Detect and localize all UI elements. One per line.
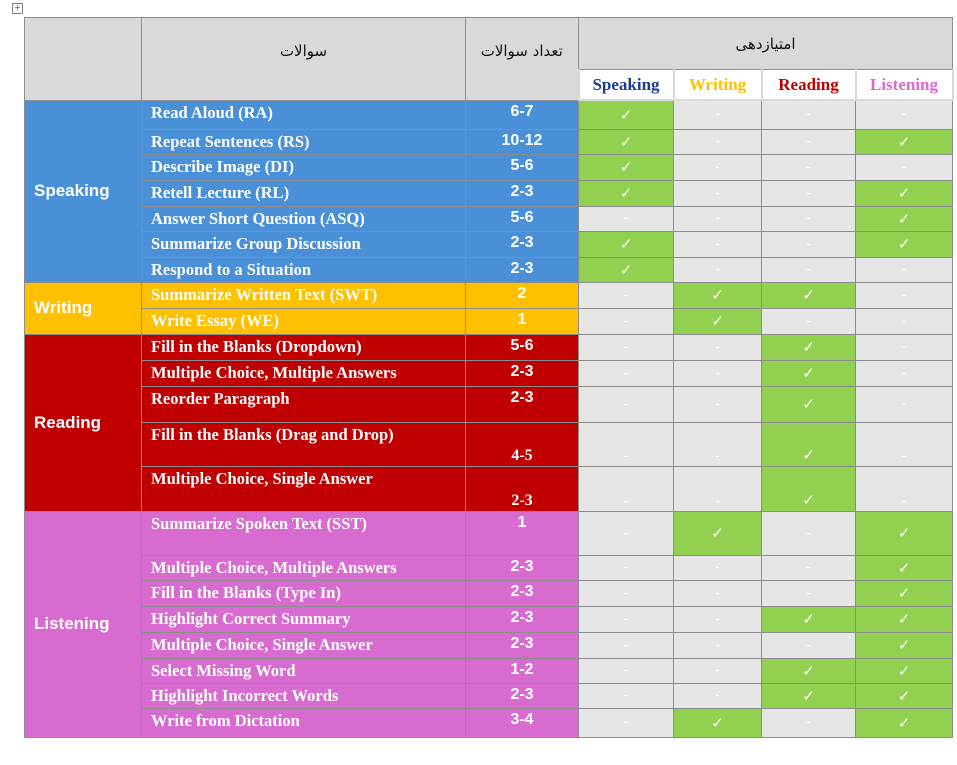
table-row	[25, 231, 953, 257]
question-name: Multiple Choice, Multiple Answers	[142, 555, 466, 580]
check-icon-reading: ✓	[762, 282, 856, 308]
question-count: 3-4	[466, 708, 579, 737]
table-row	[25, 334, 953, 360]
dash-writing: -	[674, 683, 762, 708]
check-icon-listening: ✓	[856, 683, 953, 708]
question-count: 1-2	[466, 658, 579, 683]
section-label-writing: Writing	[25, 282, 142, 334]
question-count: 2-3	[466, 180, 579, 206]
check-icon-reading: ✓	[762, 466, 856, 511]
question-count: 2-3	[466, 632, 579, 658]
table-row	[25, 683, 953, 708]
dash-listening: -	[856, 257, 953, 282]
check-icon-writing: ✓	[674, 308, 762, 334]
question-name: Repeat Sentences (RS)	[142, 129, 466, 154]
section-label-speaking: Speaking	[25, 100, 142, 282]
question-name: Select Missing Word	[142, 658, 466, 683]
dash-listening: -	[856, 308, 953, 334]
question-count: 2-3	[466, 466, 579, 511]
question-count: 1	[466, 511, 579, 555]
dash-writing: -	[674, 360, 762, 386]
question-count: 2-3	[466, 360, 579, 386]
dash-writing: -	[674, 466, 762, 511]
question-count: 5-6	[466, 154, 579, 180]
dash-reading: -	[762, 555, 856, 580]
dash-reading: -	[762, 100, 856, 129]
section-label-listening: Listening	[25, 511, 142, 737]
dash-speaking: -	[579, 511, 674, 555]
dash-speaking: -	[579, 658, 674, 683]
dash-reading: -	[762, 632, 856, 658]
dash-reading: -	[762, 308, 856, 334]
check-icon-reading: ✓	[762, 606, 856, 632]
table-row	[25, 555, 953, 580]
dash-reading: -	[762, 129, 856, 154]
table-move-handle[interactable]: +	[12, 3, 23, 14]
table-row	[25, 180, 953, 206]
check-icon-listening: ✓	[856, 180, 953, 206]
check-icon-listening: ✓	[856, 632, 953, 658]
question-count: 2-3	[466, 555, 579, 580]
table-row	[25, 511, 953, 555]
question-name: Highlight Incorrect Words	[142, 683, 466, 708]
dash-speaking: -	[579, 466, 674, 511]
header-skill-writing: Writing	[674, 70, 762, 101]
header-skill-reading: Reading	[762, 70, 856, 101]
question-name: Respond to a Situation	[142, 257, 466, 282]
dash-speaking: -	[579, 206, 674, 231]
table-row	[25, 708, 953, 737]
question-name: Multiple Choice, Multiple Answers	[142, 360, 466, 386]
header-skill-speaking: Speaking	[579, 70, 674, 101]
dash-writing: -	[674, 658, 762, 683]
dash-listening: -	[856, 100, 953, 129]
dash-writing: -	[674, 100, 762, 129]
question-count: 2-3	[466, 257, 579, 282]
check-icon-reading: ✓	[762, 683, 856, 708]
check-icon-speaking: ✓	[579, 100, 674, 129]
dash-speaking: -	[579, 632, 674, 658]
check-icon-reading: ✓	[762, 658, 856, 683]
question-count: 2-3	[466, 683, 579, 708]
dash-writing: -	[674, 129, 762, 154]
question-count: 2-3	[466, 580, 579, 606]
table-row	[25, 100, 953, 129]
dash-reading: -	[762, 206, 856, 231]
dash-listening: -	[856, 386, 953, 422]
header-scoring: امتیازدهی	[579, 18, 953, 70]
question-name: Reorder Paragraph	[142, 386, 466, 422]
dash-speaking: -	[579, 422, 674, 466]
dash-writing: -	[674, 632, 762, 658]
question-name: Write Essay (WE)	[142, 308, 466, 334]
question-name: Highlight Correct Summary	[142, 606, 466, 632]
dash-reading: -	[762, 580, 856, 606]
dash-reading: -	[762, 511, 856, 555]
table-row	[25, 658, 953, 683]
check-icon-listening: ✓	[856, 206, 953, 231]
table-row	[25, 360, 953, 386]
check-icon-listening: ✓	[856, 511, 953, 555]
check-icon-listening: ✓	[856, 555, 953, 580]
header-question-count: تعداد سوالات	[466, 18, 579, 101]
question-name: Summarize Written Text (SWT)	[142, 282, 466, 308]
dash-speaking: -	[579, 580, 674, 606]
question-name: Fill in the Blanks (Drag and Drop)	[142, 422, 466, 466]
dash-reading: -	[762, 257, 856, 282]
table-row	[25, 422, 953, 466]
dash-writing: -	[674, 555, 762, 580]
question-count: 10-12	[466, 129, 579, 154]
question-name: Multiple Choice, Single Answer	[142, 466, 466, 511]
question-name: Summarize Spoken Text (SST)	[142, 511, 466, 555]
question-name: Answer Short Question (ASQ)	[142, 206, 466, 231]
table-row	[25, 282, 953, 308]
dash-listening: -	[856, 282, 953, 308]
check-icon-speaking: ✓	[579, 180, 674, 206]
dash-writing: -	[674, 206, 762, 231]
check-icon-listening: ✓	[856, 129, 953, 154]
table-row	[25, 257, 953, 282]
check-icon-writing: ✓	[674, 282, 762, 308]
dash-writing: -	[674, 231, 762, 257]
check-icon-listening: ✓	[856, 708, 953, 737]
table-row	[25, 206, 953, 231]
dash-speaking: -	[579, 360, 674, 386]
table-row	[25, 632, 953, 658]
dash-listening: -	[856, 154, 953, 180]
check-icon-writing: ✓	[674, 708, 762, 737]
question-count: 2-3	[466, 231, 579, 257]
check-icon-reading: ✓	[762, 386, 856, 422]
table-row	[25, 308, 953, 334]
table-row	[25, 466, 953, 511]
question-count: 2	[466, 282, 579, 308]
check-icon-reading: ✓	[762, 360, 856, 386]
dash-writing: -	[674, 180, 762, 206]
dash-writing: -	[674, 257, 762, 282]
dash-writing: -	[674, 422, 762, 466]
dash-speaking: -	[579, 555, 674, 580]
dash-writing: -	[674, 334, 762, 360]
question-count: 2-3	[466, 606, 579, 632]
check-icon-reading: ✓	[762, 422, 856, 466]
dash-speaking: -	[579, 282, 674, 308]
question-name: Summarize Group Discussion	[142, 231, 466, 257]
question-name: Multiple Choice, Single Answer	[142, 632, 466, 658]
dash-speaking: -	[579, 308, 674, 334]
check-icon-listening: ✓	[856, 658, 953, 683]
question-name: Describe Image (DI)	[142, 154, 466, 180]
dash-writing: -	[674, 154, 762, 180]
dash-speaking: -	[579, 683, 674, 708]
check-icon-speaking: ✓	[579, 231, 674, 257]
check-icon-speaking: ✓	[579, 257, 674, 282]
question-name: Retell Lecture (RL)	[142, 180, 466, 206]
dash-listening: -	[856, 422, 953, 466]
table-row	[25, 386, 953, 422]
question-name: Fill in the Blanks (Type In)	[142, 580, 466, 606]
check-icon-listening: ✓	[856, 606, 953, 632]
dash-writing: -	[674, 386, 762, 422]
dash-reading: -	[762, 180, 856, 206]
header-skill-listening: Listening	[856, 70, 953, 101]
question-name: Write from Dictation	[142, 708, 466, 737]
question-count: 6-7	[466, 100, 579, 129]
header-questions: سوالات	[142, 18, 466, 101]
dash-reading: -	[762, 154, 856, 180]
check-icon-listening: ✓	[856, 580, 953, 606]
check-icon-speaking: ✓	[579, 154, 674, 180]
question-count: 5-6	[466, 334, 579, 360]
check-icon-writing: ✓	[674, 511, 762, 555]
check-icon-reading: ✓	[762, 334, 856, 360]
section-label-reading: Reading	[25, 334, 142, 511]
dash-speaking: -	[579, 606, 674, 632]
dash-writing: -	[674, 606, 762, 632]
check-icon-listening: ✓	[856, 231, 953, 257]
dash-listening: -	[856, 360, 953, 386]
pte-question-table	[24, 17, 954, 738]
header-blank-cell	[25, 18, 142, 101]
dash-listening: -	[856, 334, 953, 360]
dash-speaking: -	[579, 386, 674, 422]
question-count: 4-5	[466, 422, 579, 466]
table-row	[25, 154, 953, 180]
check-icon-speaking: ✓	[579, 129, 674, 154]
table-row	[25, 129, 953, 154]
dash-writing: -	[674, 580, 762, 606]
dash-speaking: -	[579, 708, 674, 737]
dash-speaking: -	[579, 334, 674, 360]
dash-reading: -	[762, 231, 856, 257]
table-row	[25, 580, 953, 606]
question-count: 5-6	[466, 206, 579, 231]
dash-listening: -	[856, 466, 953, 511]
question-count: 1	[466, 308, 579, 334]
question-name: Fill in the Blanks (Dropdown)	[142, 334, 466, 360]
question-name: Read Aloud (RA)	[142, 100, 466, 129]
dash-reading: -	[762, 708, 856, 737]
question-count: 2-3	[466, 386, 579, 422]
table-row	[25, 606, 953, 632]
